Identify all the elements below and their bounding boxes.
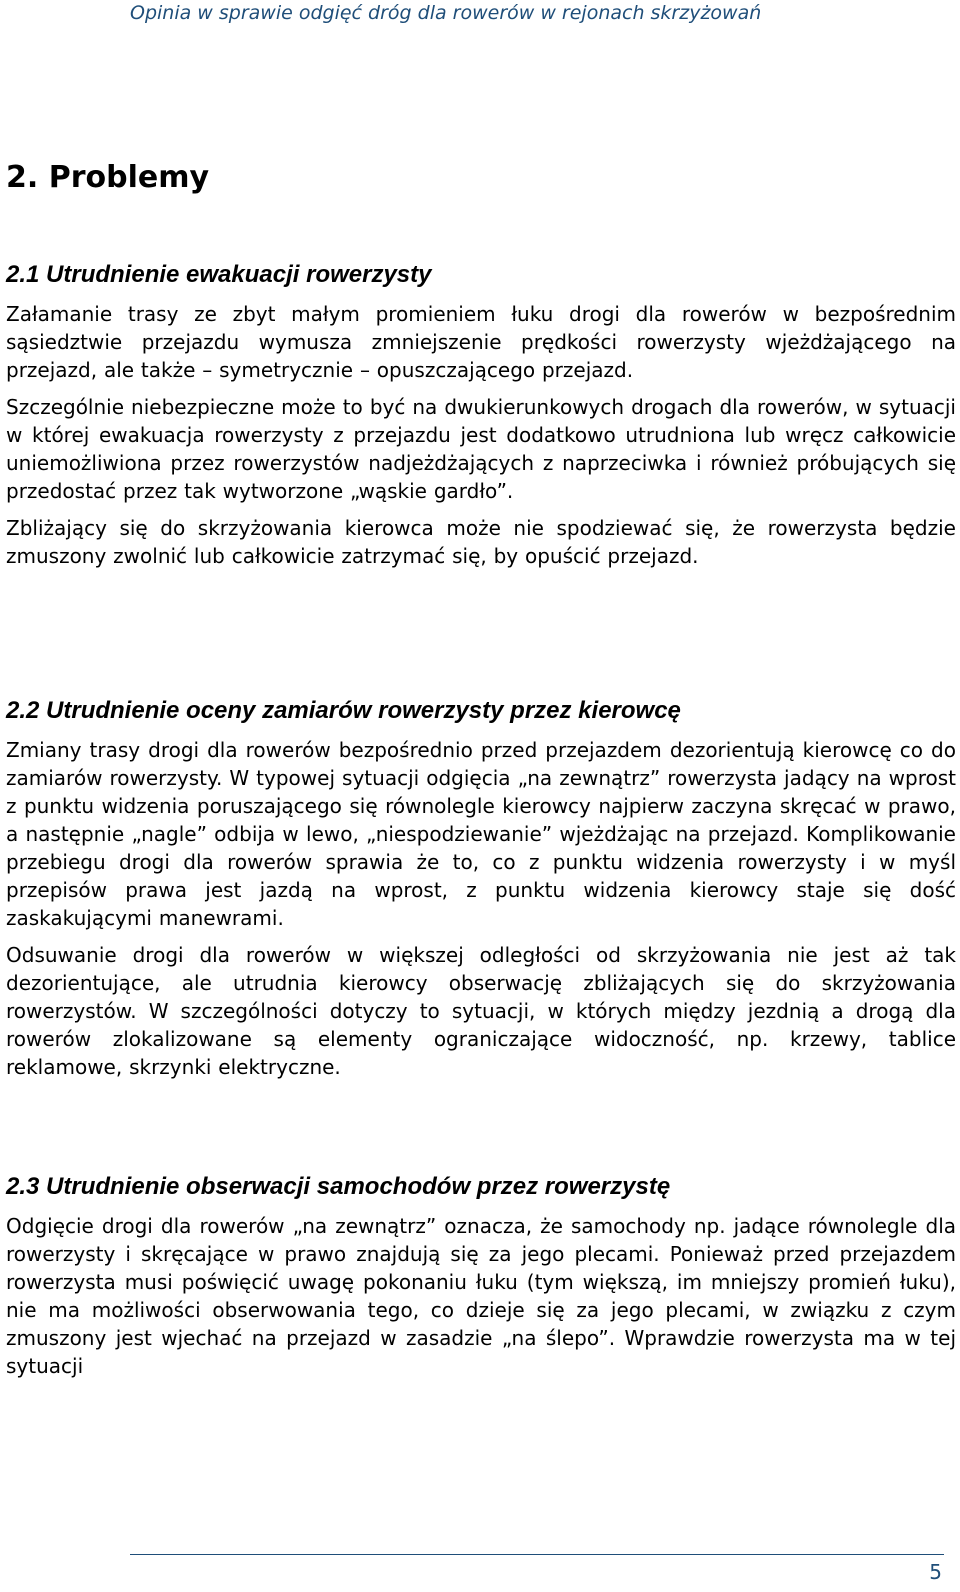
footer-rule <box>130 1554 944 1555</box>
section-2-3 <box>6 1172 956 1389</box>
paragraph: Zmiany trasy drogi dla rowerów bezpośrednio przed przejazdem dezorientują kierowcę co do zamiarów rowerzysty. W typowej sytuacji odgięcia „na zewnątrz” rowerzysta jadący na wprost z punktu widzenia poruszającego się równolegle kierowcy najpierw zaczyna skręcać w prawo, a następnie „nagle” odbija w lewo, „niespodziewanie” wjeżdżając na przejazd. Komplikowanie przebiegu drogi dla rowerów sprawia że to, co z punktu widzenia rowerzysty i w myśl przepisów prawa jest jazdą na wprost, z punktu widzenia kierowcy staje się dość zaskakującymi manewrami. <box>6 738 956 930</box>
paragraph: Odgięcie drogi dla rowerów „na zewnątrz” oznacza, że samochody np. jadące równolegle dla rowerzysty i skręcające w prawo znajdują się za jego plecami. Ponieważ przed przejazdem rowerzysta musi poświęcić uwagę pokonaniu łuku (tym większą, im mniejszy promień łuku), nie ma możliwości obserwowania tego, co dzieje się za jego plecami, w związku z czym zmuszony jest wjechać na przejazd w zasadzie „na ślepo”. Wprawdzie rowerzysta ma w tej sytuacji <box>6 1214 956 1378</box>
running-header-title: Opinia w sprawie odgięć dróg dla rowerów w rejonach skrzyżowań <box>130 2 762 24</box>
section-2-1 <box>6 260 956 579</box>
section-heading: 2.2 Utrudnienie oceny zamiarów rowerzysty przez kierowcę <box>6 697 681 724</box>
paragraph: Zbliżający się do skrzyżowania kierowca może nie spodziewać się, że rowerzysta będzie zmuszony zwolnić lub całkowicie zatrzymać się, by opuścić przejazd. <box>6 516 956 568</box>
chapter-title: 2. Problemy <box>6 160 210 195</box>
section-heading: 2.1 Utrudnienie ewakuacji rowerzysty <box>6 261 432 288</box>
section-2-2 <box>6 696 956 1090</box>
section-heading: 2.3 Utrudnienie obserwacji samochodów przez rowerzystę <box>6 1173 671 1200</box>
paragraph: Załamanie trasy ze zbyt małym promieniem łuku drogi dla rowerów w bezpośrednim sąsiedztwie przejazdu wymusza zmniejszenie prędkości rowerzysty wjeżdżającego na przejazd, ale także – symetrycznie – opuszczającego przejazd. <box>6 302 956 382</box>
paragraph: Odsuwanie drogi dla rowerów w większej odległości od skrzyżowania nie jest aż tak dezorientujące, ale utrudnia kierowcy obserwację zbliżających się do skrzyżowania rowerzystów. W szczególności dotyczy to sytuacji, w których między jezdnią a drogą dla rowerów zlokalizowane są elementy ograniczające widoczność, np. krzewy, tablice reklamowe, skrzynki elektryczne. <box>6 943 956 1079</box>
paragraph: Szczególnie niebezpieczne może to być na dwukierunkowych drogach dla rowerów, w sytuacji w której ewakuacja rowerzysty z przejazdu jest dodatkowo utrudniona lub wręcz całkowicie uniemożliwiona przez rowerzystów nadjeżdżających z naprzeciwka i również próbujących się przedostać przez tak wytworzone „wąskie gardło”. <box>6 395 956 503</box>
page-number: 5 <box>929 1560 942 1584</box>
